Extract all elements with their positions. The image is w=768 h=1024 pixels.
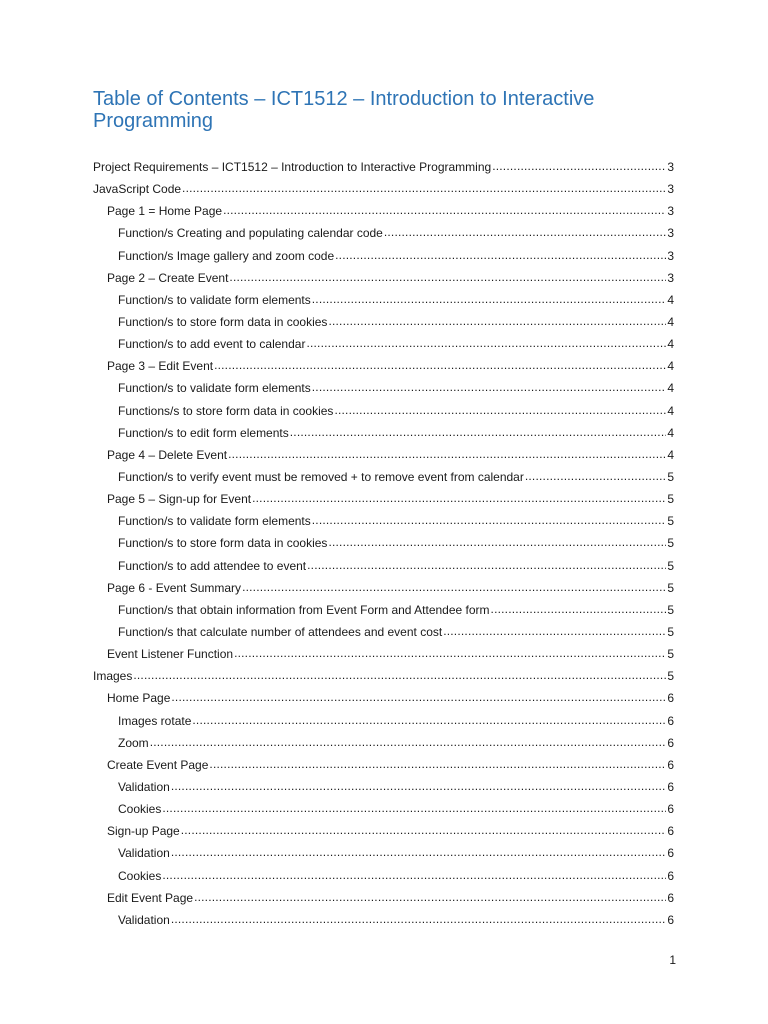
toc-dot-leader	[492, 160, 666, 174]
toc-entry-label: Create Event Page	[107, 757, 209, 772]
toc-entry[interactable]	[93, 798, 674, 820]
toc-entry[interactable]	[93, 732, 674, 754]
toc-entry-label: Home Page	[107, 691, 171, 706]
toc-entry-page-number: 6	[667, 802, 674, 817]
toc-entry-label: Cookies	[118, 868, 162, 883]
toc-title: Table of Contents – ICT1512 – Introduction to Interactive Programming	[93, 88, 595, 132]
toc-entry-label: Validation	[118, 912, 170, 927]
toc-entry-label: Function/s to edit form elements	[118, 425, 289, 440]
toc-entry[interactable]	[93, 909, 674, 931]
toc-entry-page-number: 4	[667, 403, 674, 418]
toc-entry[interactable]	[93, 222, 674, 244]
toc-entry[interactable]	[93, 466, 674, 488]
toc-entry-page-number: 6	[667, 713, 674, 728]
toc-entry-label: Images rotate	[118, 713, 192, 728]
toc-dot-leader	[223, 204, 666, 218]
toc-entry-label: Function/s Creating and populating calendar code	[118, 226, 383, 241]
toc-entry-page-number: 4	[667, 337, 674, 352]
toc-dot-leader	[335, 249, 666, 263]
toc-entry-label: JavaScript Code	[93, 182, 182, 197]
toc-entry-label: Event Listener Function	[107, 647, 234, 662]
toc-entry[interactable]	[93, 355, 674, 377]
toc-entry-page-number: 5	[667, 625, 674, 640]
toc-dot-leader	[181, 824, 667, 838]
toc-entry[interactable]	[93, 687, 674, 709]
toc-dot-leader	[312, 514, 667, 528]
toc-dot-leader	[312, 381, 667, 395]
toc-entry-page-number: 5	[667, 647, 674, 662]
toc-entry[interactable]	[93, 444, 674, 466]
toc-entry-label: Page 1 = Home Page	[107, 204, 223, 219]
table-of-contents	[93, 156, 674, 931]
toc-entry[interactable]	[93, 156, 674, 178]
toc-entry[interactable]	[93, 311, 674, 333]
toc-dot-leader	[162, 802, 666, 816]
toc-entry[interactable]	[93, 245, 674, 267]
toc-entry-label: Page 4 – Delete Event	[107, 447, 228, 462]
toc-entry[interactable]	[93, 820, 674, 842]
toc-dot-leader	[192, 714, 666, 728]
toc-entry-label: Cookies	[118, 802, 162, 817]
toc-dot-leader	[443, 625, 666, 639]
toc-entry-page-number: 3	[667, 182, 674, 197]
toc-dot-leader	[384, 226, 666, 240]
toc-dot-leader	[171, 846, 666, 860]
toc-entry-label: Edit Event Page	[107, 890, 194, 905]
toc-entry[interactable]	[93, 665, 674, 687]
toc-entry-page-number: 5	[667, 669, 674, 684]
toc-dot-leader	[228, 448, 666, 462]
toc-entry-label: Page 3 – Edit Event	[107, 359, 214, 374]
toc-entry-page-number: 3	[667, 270, 674, 285]
toc-entry-page-number: 5	[667, 602, 674, 617]
toc-entry-label: Validation	[118, 846, 170, 861]
toc-entry-label: Images	[93, 669, 133, 684]
toc-entry-page-number: 6	[667, 691, 674, 706]
toc-dot-leader	[525, 470, 666, 484]
toc-entry-page-number: 5	[667, 558, 674, 573]
toc-entry-page-number: 5	[667, 514, 674, 529]
toc-entry-label: Function/s to store form data in cookies	[118, 536, 328, 551]
toc-dot-leader	[133, 669, 666, 683]
toc-entry[interactable]	[93, 200, 674, 222]
toc-entry-label: Page 2 – Create Event	[107, 270, 229, 285]
toc-entry[interactable]	[93, 599, 674, 621]
toc-entry-label: Function/s that calculate number of attendees and event cost	[118, 625, 443, 640]
toc-entry-page-number: 6	[667, 846, 674, 861]
toc-entry-page-number: 4	[667, 359, 674, 374]
toc-dot-leader	[194, 891, 666, 905]
toc-entry-page-number: 6	[667, 890, 674, 905]
toc-entry[interactable]	[93, 289, 674, 311]
toc-entry[interactable]	[93, 754, 674, 776]
toc-entry-label: Validation	[118, 780, 170, 794]
toc-dot-leader	[328, 536, 666, 550]
toc-entry-page-number: 6	[667, 868, 674, 883]
toc-dot-leader	[162, 869, 666, 883]
toc-dot-leader	[171, 913, 666, 927]
toc-entry-label: Function/s to add attendee to event	[118, 558, 307, 573]
toc-dot-leader	[252, 492, 666, 506]
toc-entry-label: Project Requirements – ICT1512 – Introduction to Interactive Programming	[93, 160, 492, 175]
toc-dot-leader	[306, 337, 666, 351]
toc-entry-page-number: 6	[667, 780, 674, 794]
toc-entry[interactable]	[93, 842, 674, 864]
toc-entry[interactable]	[93, 488, 674, 510]
toc-entry-label: Function/s that obtain information from Event Form and Attendee form	[118, 602, 490, 617]
page-number: 1	[669, 953, 676, 967]
toc-entry-page-number: 5	[667, 492, 674, 507]
toc-entry[interactable]	[93, 643, 674, 665]
toc-entry-page-number: 4	[667, 381, 674, 396]
toc-entry[interactable]	[93, 333, 674, 355]
toc-dot-leader	[290, 426, 667, 440]
toc-dot-leader	[229, 271, 666, 285]
toc-entry[interactable]	[93, 621, 674, 643]
toc-entry-label: Function/s to verify event must be removed + to remove event from calendar	[118, 470, 524, 485]
toc-entry-page-number: 5	[667, 536, 674, 551]
toc-entry[interactable]	[93, 865, 674, 887]
toc-dot-leader	[312, 293, 667, 307]
toc-entry[interactable]	[93, 377, 674, 399]
toc-entry-page-number: 6	[667, 824, 674, 839]
toc-dot-leader	[150, 736, 667, 750]
toc-entry-page-number: 6	[667, 912, 674, 927]
toc-entry[interactable]	[93, 776, 674, 798]
toc-dot-leader	[334, 404, 666, 418]
toc-entry[interactable]	[93, 532, 674, 554]
toc-entry[interactable]	[93, 555, 674, 577]
toc-dot-leader	[307, 559, 666, 573]
toc-dot-leader	[171, 691, 666, 705]
toc-entry-page-number: 4	[667, 292, 674, 307]
toc-dot-leader	[242, 581, 666, 595]
toc-dot-leader	[209, 758, 666, 772]
toc-entry[interactable]	[93, 267, 674, 289]
toc-entry-page-number: 4	[667, 315, 674, 330]
toc-entry[interactable]	[93, 510, 674, 532]
toc-dot-leader	[214, 359, 666, 373]
toc-entry[interactable]	[93, 400, 674, 422]
toc-entry-page-number: 4	[667, 425, 674, 440]
toc-entry-page-number: 4	[667, 447, 674, 462]
toc-entry-label: Functions/s to store form data in cookies	[118, 403, 334, 418]
toc-entry-page-number: 6	[667, 735, 674, 750]
toc-entry-label: Page 6 - Event Summary	[107, 580, 242, 595]
toc-entry[interactable]	[93, 887, 674, 909]
toc-entry-page-number: 3	[667, 160, 674, 175]
toc-entry[interactable]	[93, 178, 674, 200]
toc-entry-label: Function/s to validate form elements	[118, 292, 311, 307]
toc-entry[interactable]	[93, 422, 674, 444]
toc-entry-page-number: 3	[667, 226, 674, 241]
toc-entry-label: Function/s to validate form elements	[118, 514, 311, 529]
toc-entry-page-number: 3	[667, 248, 674, 263]
toc-entry-label: Page 5 – Sign-up for Event	[107, 492, 252, 507]
toc-entry[interactable]	[93, 710, 674, 732]
toc-dot-leader	[182, 182, 666, 196]
toc-entry-label: Function/s to add event to calendar	[118, 337, 306, 352]
toc-entry-label: Zoom	[118, 735, 149, 750]
toc-dot-leader	[234, 647, 666, 661]
toc-entry-page-number: 6	[667, 757, 674, 772]
toc-entry-label: Function/s to store form data in cookies	[118, 315, 328, 330]
toc-entry[interactable]	[93, 577, 674, 599]
toc-dot-leader	[491, 603, 667, 617]
toc-entry-label: Function/s to validate form elements	[118, 381, 311, 396]
toc-entry-page-number: 5	[667, 580, 674, 595]
toc-dot-leader	[171, 780, 666, 794]
toc-entry-page-number: 3	[667, 204, 674, 219]
toc-entry-page-number: 5	[667, 470, 674, 485]
toc-entry-label: Sign-up Page	[107, 824, 180, 839]
toc-dot-leader	[328, 315, 666, 329]
toc-entry-label: Function/s Image gallery and zoom code	[118, 248, 335, 263]
